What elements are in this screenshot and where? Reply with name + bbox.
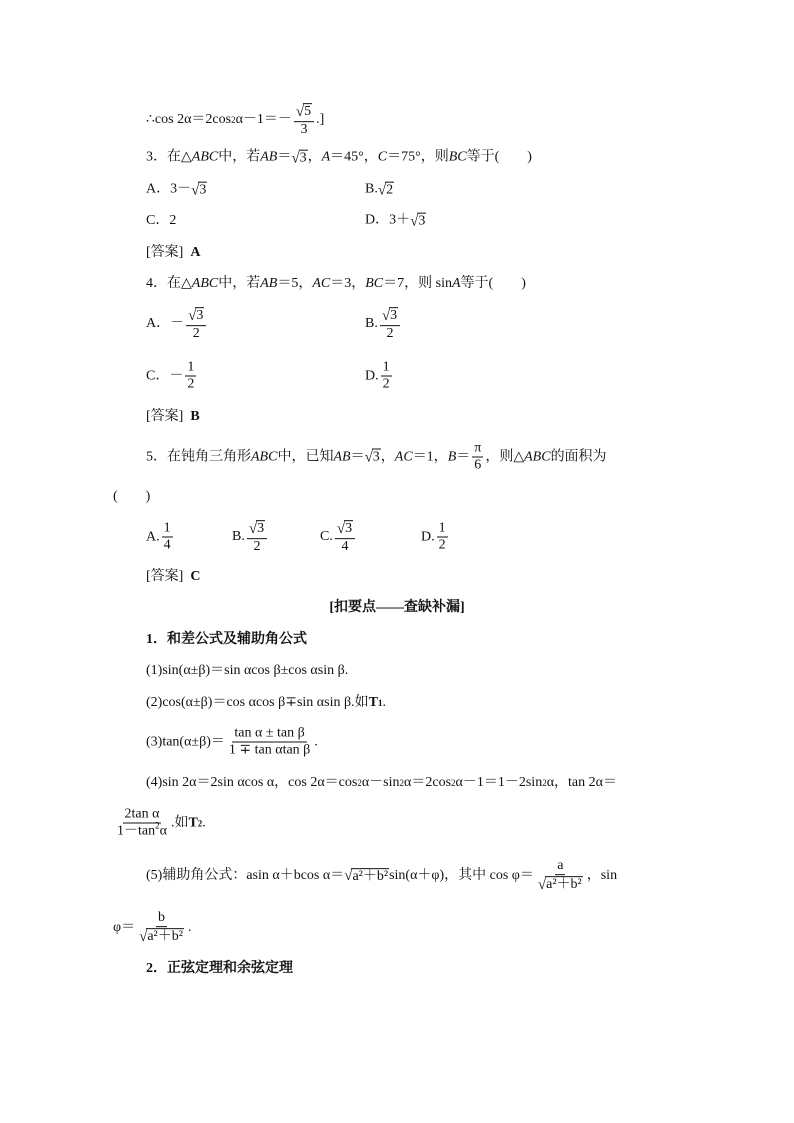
q3-text: ＝45°， bbox=[330, 150, 378, 165]
q3-text: ＝75°，则 bbox=[387, 150, 449, 165]
q3-option-c: C．2 bbox=[146, 213, 177, 228]
intro-suffix: .] bbox=[316, 112, 325, 127]
intro-text: ∴cos 2α＝2cos bbox=[146, 112, 232, 127]
q3-var: AB bbox=[260, 150, 278, 165]
q5-option-c: C. √ 3 4 bbox=[320, 520, 357, 554]
q3-stem bbox=[0, 143, 794, 173]
q4-options-row1 bbox=[0, 304, 794, 344]
q3-var: A bbox=[321, 150, 331, 165]
answer-value: A bbox=[190, 245, 201, 260]
section-heading-1: 1．和差公式及辅助角公式 bbox=[146, 632, 307, 647]
q3-text: 中，若 bbox=[218, 150, 261, 165]
answer-value: B bbox=[190, 409, 200, 424]
formula-5: (5)辅助角公式：asin α＋bcos α＝ √ a²＋b² sin(α＋φ)，其中 cos φ＝ a √ a²＋b² ，sin bbox=[146, 858, 618, 893]
q3-option-a: A．3－ √ 3 bbox=[146, 182, 207, 199]
q4-option-a: A．－ √ 3 2 bbox=[146, 307, 208, 341]
q3-text: ， bbox=[307, 150, 322, 165]
q3-var: ABC bbox=[191, 150, 219, 165]
q5-option-a: A. $\frac{1}{4}$ bbox=[146, 520, 171, 553]
q4-stem: 4．在△ ABC 中，若 AB ＝5， AC ＝3， BC ＝7，则 sin A 等于( ) bbox=[146, 276, 526, 291]
q4-option-b: B. √ 3 2 bbox=[365, 307, 402, 341]
q4-answer bbox=[0, 402, 794, 432]
formula-3: (3)tan(α±β)＝ $\frac{\text{tan α ± tan β}}{\text{1 ∓ tan αtan β}}$ . bbox=[146, 725, 318, 758]
formula-1: (1)sin(α±β)＝sin αcos β±cos αsin β. bbox=[146, 663, 349, 678]
q5-option-b: B. √ 3 2 bbox=[232, 520, 269, 554]
answer-label: [答案] bbox=[146, 409, 184, 424]
formula-4: (4)sin 2α＝2sin αcos α，cos 2α＝cos 2 α－sin 2 α＝2cos 2 α－1＝1－2sin 2 α，tan 2α＝ bbox=[146, 775, 617, 790]
intro-formula: ∴cos 2α＝2cos 2 α －1＝－ √ 5 3 .] bbox=[146, 103, 325, 137]
answer-value: C bbox=[190, 569, 201, 584]
intro-frac-den: 3 bbox=[300, 121, 308, 137]
q3-options-row1 bbox=[0, 175, 794, 205]
formula-5-cont: φ＝ b √ a²＋b² . bbox=[113, 910, 192, 945]
q5-stem-cont: ( ) bbox=[113, 489, 151, 504]
intro-alpha: α bbox=[235, 112, 243, 127]
answer-label: [答案] bbox=[146, 245, 184, 260]
q5-options bbox=[0, 517, 794, 557]
q3-var: BC bbox=[448, 150, 467, 165]
q3-text: 等于( ) bbox=[466, 150, 532, 165]
q5-option-d: D. $\frac{1}{2}$ bbox=[421, 520, 446, 553]
formula-2: (2)cos(α±β)＝cos αcos β∓sin αsin β.如 T 1 . bbox=[146, 695, 386, 710]
q3-option-d: D．3＋ √ 3 bbox=[365, 213, 426, 230]
section-heading-2: 2．正弦定理和余弦定理 bbox=[146, 961, 293, 976]
q3-options-row2 bbox=[0, 206, 794, 236]
intro-minus: －1＝－ bbox=[242, 112, 292, 127]
answer-label: [答案] bbox=[146, 569, 184, 584]
intro-fraction: √ 5 3 bbox=[294, 103, 314, 137]
q5-answer bbox=[0, 562, 794, 592]
q3-var: C bbox=[377, 150, 388, 165]
q3-text: ＝ bbox=[277, 150, 292, 165]
intro-frac-num: 5 bbox=[304, 104, 312, 120]
section-title: [扣要点——查缺补漏] bbox=[329, 600, 465, 615]
q5-stem: 5．在钝角三角形 ABC 中，已知 AB ＝ √ 3 ， AC ＝1， B ＝ $\frac{\pi}{6}$ ，则△ ABC 的面积为 bbox=[146, 440, 607, 473]
q3-answer bbox=[0, 238, 794, 268]
q3-option-b: B. √ 2 bbox=[365, 182, 394, 199]
intro-line bbox=[0, 100, 794, 140]
q3-text: 3．在△ bbox=[146, 150, 192, 165]
q4-option-d: D. $\frac{1}{2}$ bbox=[365, 359, 390, 392]
formula-4-cont: $\frac{\text{2tan α}}{1-\tan^2\alpha}$ .如 T 2 . bbox=[117, 806, 206, 839]
q3-sqrt: √ 3 bbox=[291, 150, 307, 167]
q4-options-row2 bbox=[0, 356, 794, 396]
q4-option-c: C．－ $\frac{1}{2}$ bbox=[146, 359, 195, 392]
